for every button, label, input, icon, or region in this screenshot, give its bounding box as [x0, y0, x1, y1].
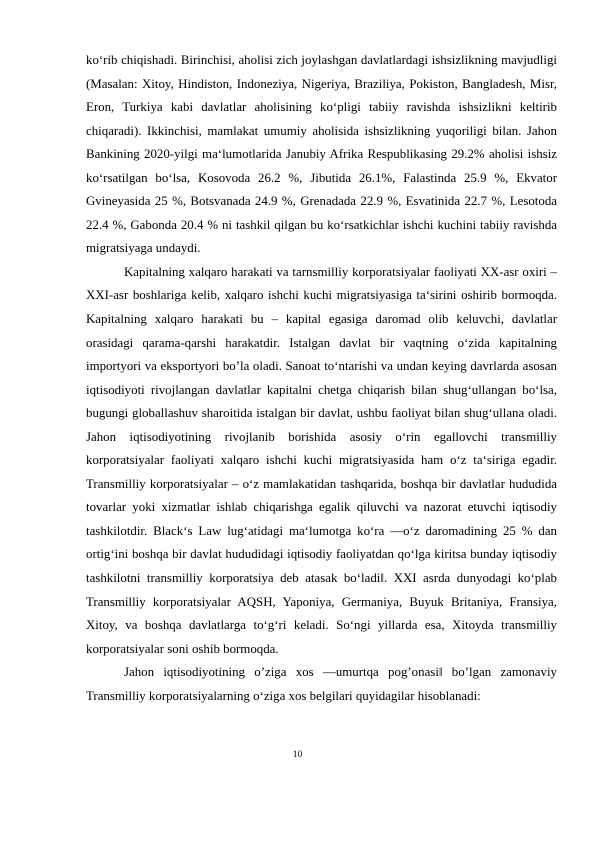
body-paragraph-2: Kapitalning xalqaro harakati va tarnsmilliy korporatsiyalar faoliyati XX-asr oxiri – XXI-asr boshlariga kelib, xalqaro ishchi kuchi migratsiyasiga ta‘sirini oshirib bormoqda. Kapitalning xalqaro harakati bu – kapital egasiga daromad olib keluvchi, davlatlar orasidagi qarama-qarshi harakatdir. Istalgan davlat bir vaqtning o‘zida kapitalning importyori va eksportyori bo’la oladi. Sanoat to‘ntarishi va undan keying davrlarda asosan iqtisodiyoti rivojlangan davlatlar kapitalni chetga chiqarish bilan shug‘ullangan bo‘lsa, bugungi globallashuv sharoitida istalgan bir davlat, ushbu faoliyat bilan shug‘ullana oladi. Jahon iqtisodiyotining rivojlanib borishida asosiy o‘rin egallovchi transmilliy korporatsiyalar faoliyati xalqaro ishchi kuchi migratsiyasida ham o‘z ta‘siriga egadir. Transmilliy korporatsiyalar – o‘z mamlakatidan tashqarida, boshqa bir davlatlar hududida tovarlar yoki xizmatlar ishlab chiqarishga egalik qiluvchi va nazorat etuvchi iqtisodiy tashkilotdir. Black‘s Law lug‘atidagi ma‘lumotga ko‘ra ―o‘z daromadining 25 % dan ortig‘ini boshqa bir davlat hududidagi iqtisodiy faoliyatdan qo‘lga kiritsa bunday iqtisodiy tashkilotni transmilliy korporatsiya deb atasak bo‘ladi‖. XXI asrda dunyodagi ko‘plab Transmilliy korporatsiyalar AQSH, Yaponiya, Germaniya, Buyuk Britaniya, Fransiya, Xitoy, va boshqa davlatlarga to‘g‘ri keladi. So‘ngi yillarda esa, Xitoyda transmilliy korporatsiyalar soni oshib bormoqda. [86, 264, 557, 656]
page-number: 10 [292, 750, 303, 760]
body-paragraph-1: ko‘rib chiqishadi. Birinchisi, aholisi zich joylashgan davlatlardagi ishsizlikning mavjudligi (Masalan: Xitoy, Hindiston, Indoneziya, Nigeriya, Braziliya, Pokiston, Bangladesh, Misr, Eron, Turkiya kabi davlatlar aholisining ko‘pligi tabiiy ravishda ishsizlikni keltirib chiqaradi). Ikkinchisi, mamlakat umumiy aholisida ishsizlikning yuqoriligi bilan. Jahon Bankining 2020-yilgi ma‘lumotlarida Janubiy Afrika Respublikasing 29.2% aholisi ishsiz ko‘rsatilgan bo‘lsa, Kosovoda 26.2 %, Jibutida 26.1%, Falastinda 25.9 %, Ekvator Gvineyasida 25 %, Botsvanada 24.9 %, Grenadada 22.9 %, Esvatinida 22.7 %, Lesotoda 22.4 %, Gabonda 20.4 % ni tashkil qilgan bu ko‘rsatkichlar ishchi kuchini tabiiy ravishda migratsiyaga undaydi. [86, 53, 557, 256]
document-page [86, 49, 557, 708]
body-paragraph-3: Jahon iqtisodiyotining o’ziga xos ―umurtqa pog’onasi‖ bo’lgan zamonaviy Transmilliy korporatsiyalarning o‘ziga xos belgilari quyidagilar hisoblanadi: [86, 665, 557, 703]
